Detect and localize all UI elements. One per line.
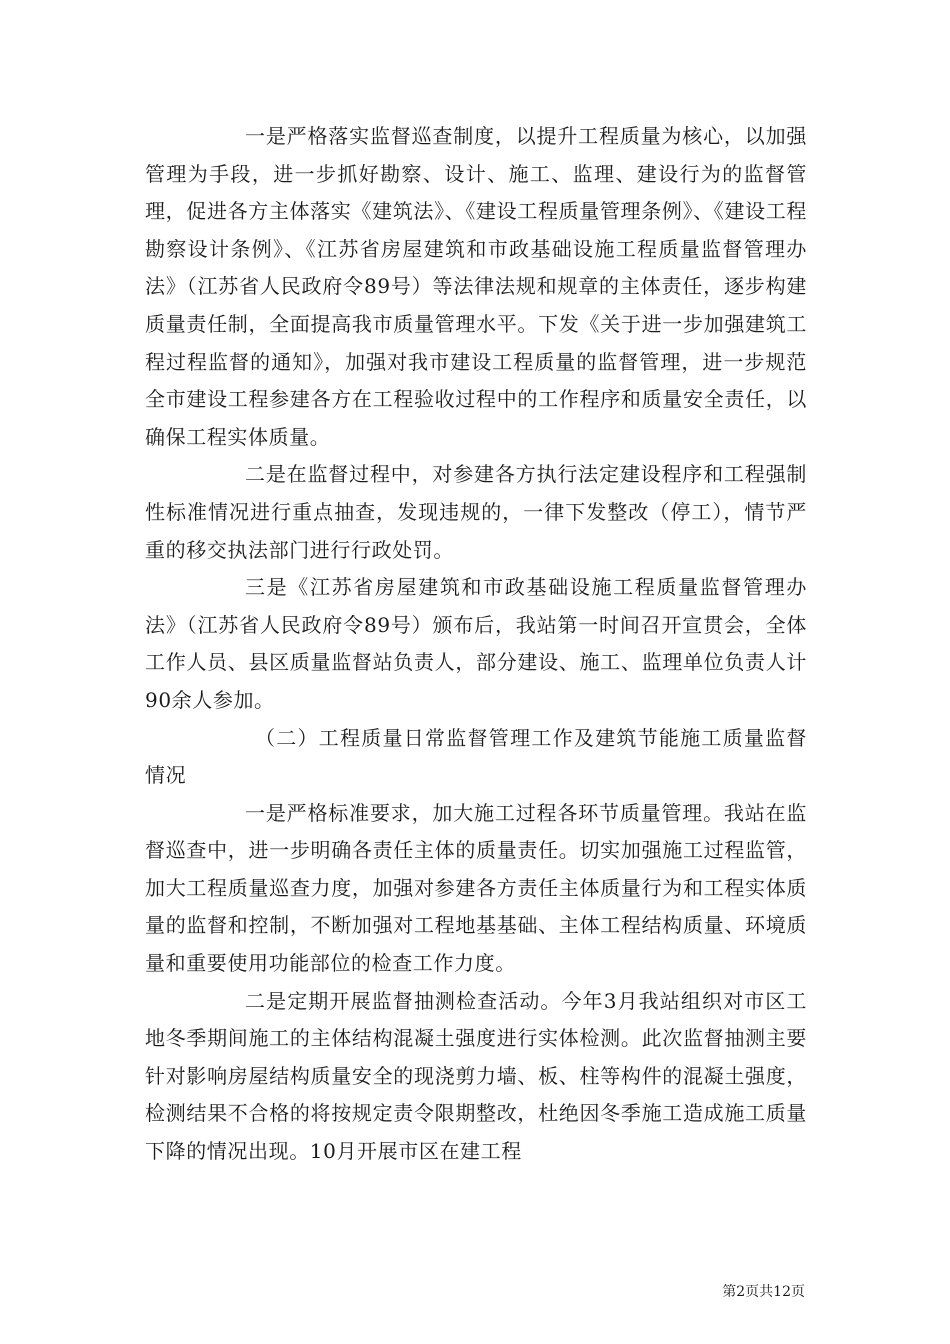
paragraph-standards: 一是严格标准要求，加大施工过程各环节质量管理。我站在监督巡查中，进一步明确各责任主体的质量责任。切实加强施工过程监管，加大工程质量巡查力度，加强对参建各方责任主体质量行为和工程实体质量的监督和控制，不断加强对工程地基基础、主体工程结构质量、环境质量和重要使用功能部位的检查工作力度。 bbox=[145, 800, 807, 976]
paragraph-supervision-system: 一是严格落实监督巡查制度，以提升工程质量为核心，以加强管理为手段，进一步抓好勘察、设计、施工、监理、建设行为的监督管理，促进各方主体落实《建筑法》、《建设工程质量管理条例》、《建设工程勘察设计条例》、《江苏省房屋建筑和市政基础设施工程质量监督管理办法》（江苏省人民政府令89号）等法律法规和规章的主体责任，逐步构建质量责任制，全面提高我市质量管理水平。下发《关于进一步加强建筑工程过程监督的通知》，加强对我市建设工程质量的监督管理，进一步规范全市建设工程参建各方在工程验收过程中的工作程序和质量安全责任，以确保工程实体质量。 bbox=[145, 124, 807, 449]
paragraph-regulation-meeting: 三是《江苏省房屋建筑和市政基础设施工程质量监督管理办法》（江苏省人民政府令89号）颁布后，我站第一时间召开宣贯会，全体工作人员、县区质量监督站负责人，部分建设、施工、监理单位负责人计90余人参加。 bbox=[145, 575, 807, 712]
section-heading: （二）工程质量日常监督管理工作及建筑节能施工质量监督情况 bbox=[145, 725, 807, 788]
page-number: 第2页共12页 bbox=[722, 1284, 805, 1300]
document-body bbox=[145, 118, 807, 1171]
paragraph-spot-check: 二是在监督过程中，对参建各方执行法定建设程序和工程强制性标准情况进行重点抽查，发现违规的，一律下发整改（停工），情节严重的移交执法部门进行行政处罚。 bbox=[145, 462, 807, 562]
paragraph-inspection-activity: 二是定期开展监督抽测检查活动。今年3月我站组织对市区工地冬季期间施工的主体结构混凝土强度进行实体检测。此次监督抽测主要针对影响房屋结构质量安全的现浇剪力墙、板、柱等构件的混凝土强度，检测结果不合格的将按规定责令限期整改，杜绝因冬季施工造成施工质量下降的情况出现。10月开展市区在建工程 bbox=[145, 988, 807, 1164]
